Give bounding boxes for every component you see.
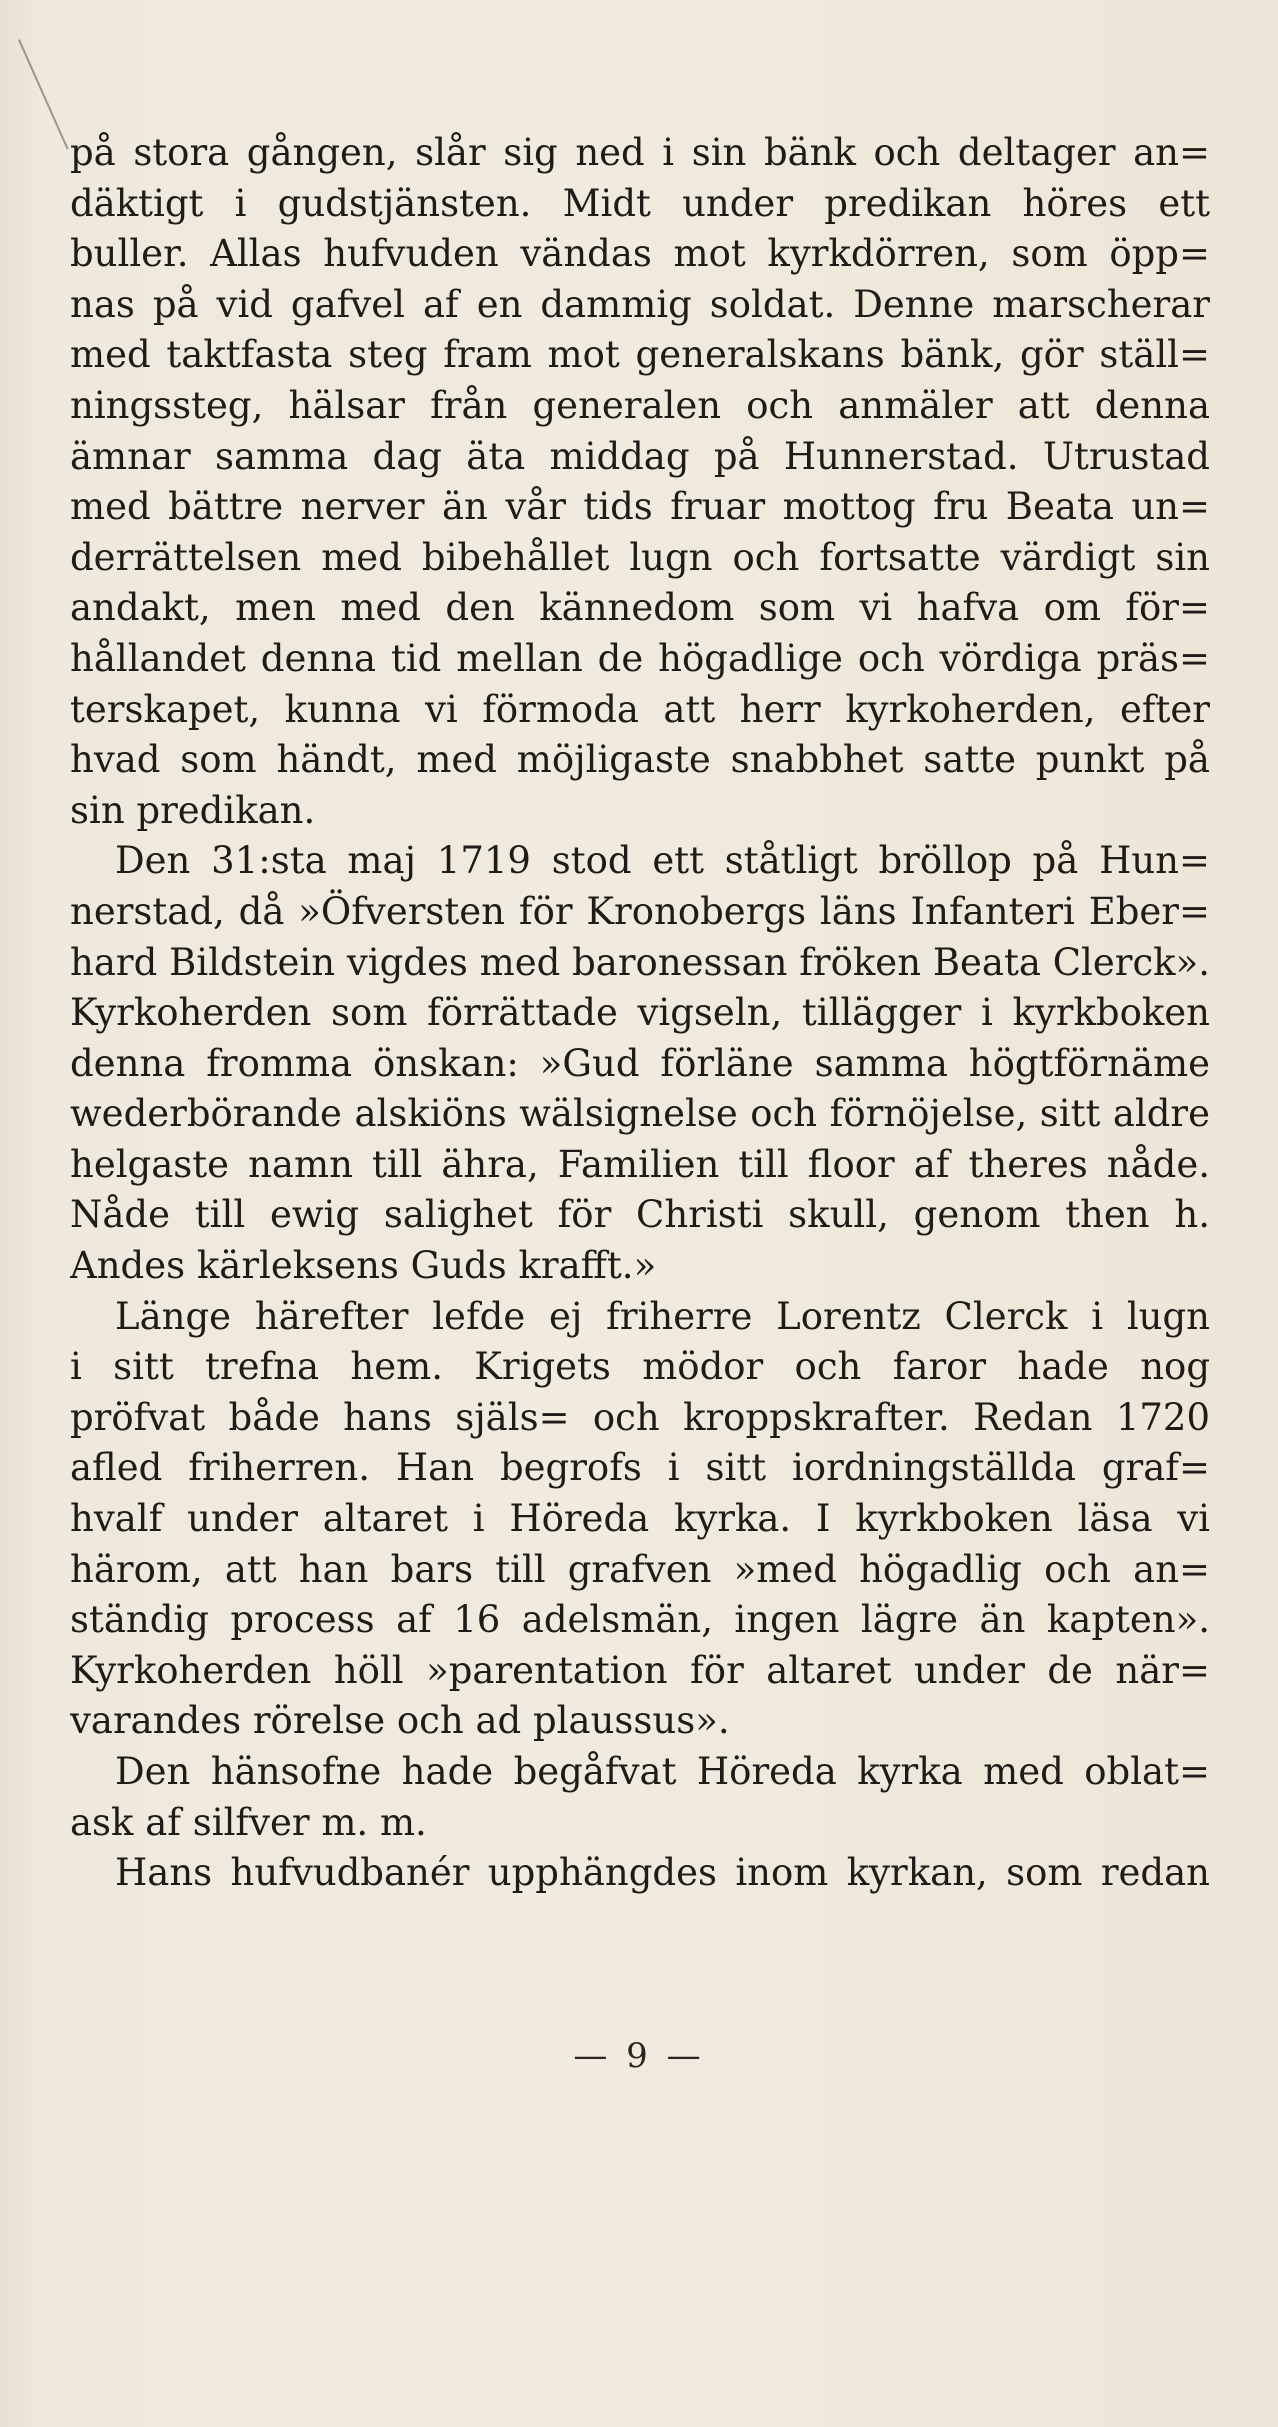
text-line: med bättre nerver än vår tids fruar mottog fru Beata un= xyxy=(70,485,1210,529)
text-line: härom, att han bars till grafven »med högadlig och an= xyxy=(70,1547,1210,1591)
text-line: varandes rörelse och ad plaussus». xyxy=(70,1699,730,1743)
text-line: Hans hufvudbanér upphängdes inom kyrkan, som redan xyxy=(115,1851,1210,1895)
text-line: hvad som händt, med möjligaste snabbhet satte punkt på xyxy=(70,738,1210,782)
text-line: ämnar samma dag äta middag på Hunnerstad. Utrustad xyxy=(70,434,1210,478)
text-line: ständig process af 16 adelsmän, ingen lägre än kapten». xyxy=(70,1598,1210,1642)
text-line: Länge härefter lefde ej friherre Lorentz Clerck i lugn xyxy=(115,1294,1210,1338)
text-line: hvalf under altaret i Höreda kyrka. I kyrkboken läsa vi xyxy=(70,1497,1210,1541)
text-line: däktigt i gudstjänsten. Midt under predikan höres ett xyxy=(70,181,1210,225)
text-line: Kyrkoherden som förrättade vigseln, tillägger i kyrkboken xyxy=(70,991,1210,1035)
text-line: Den 31:sta maj 1719 stod ett ståtligt bröllop på Hun= xyxy=(115,839,1210,883)
text-line: derrättelsen med bibehållet lugn och fortsatte värdigt sin xyxy=(70,535,1210,579)
text-line: med taktfasta steg fram mot generalskans bänk, gör ställ= xyxy=(70,333,1210,377)
text-line: buller. Allas hufvuden vändas mot kyrkdörren, som öpp= xyxy=(70,232,1210,276)
text-line: pröfvat både hans själs= och kroppskrafter. Redan 1720 xyxy=(70,1395,1210,1439)
text-line: andakt, men med den kännedom som vi hafva om för= xyxy=(70,586,1210,630)
text-line: nerstad, då »Öfversten för Kronobergs läns Infanteri Eber= xyxy=(70,889,1210,933)
text-line: wederbörande alskiöns wälsignelse och förnöjelse, sitt aldre xyxy=(70,1092,1210,1136)
text-line: nas på vid gafvel af en dammig soldat. Denne marscherar xyxy=(70,282,1210,326)
text-line: Den hänsofne hade begåfvat Höreda kyrka med oblat= xyxy=(115,1750,1210,1793)
text-line: denna fromma önskan: »Gud förläne samma högtförnäme xyxy=(70,1041,1210,1085)
text-line: helgaste namn till ähra, Familien till floor af theres nåde. xyxy=(70,1142,1210,1186)
page-crease xyxy=(18,39,69,149)
text-line: i sitt trefna hem. Krigets mödor och faror hade nog xyxy=(70,1345,1210,1389)
page-number: — 9 — xyxy=(573,2036,705,2076)
text-line: Kyrkoherden höll »parentation för altaret under de när= xyxy=(70,1648,1210,1692)
text-line: hållandet denna tid mellan de högadlige och vördiga präs= xyxy=(70,636,1210,680)
body-text xyxy=(70,128,1210,1899)
text-line: terskapet, kunna vi förmoda att herr kyrkoherden, efter xyxy=(70,687,1210,731)
text-line: på stora gången, slår sig ned i sin bänk och deltager an= xyxy=(70,131,1210,174)
text-line: Andes kärleksens Guds krafft.» xyxy=(70,1244,657,1288)
text-line: sin predikan. xyxy=(70,788,316,832)
text-line: hard Bildstein vigdes med baronessan fröken Beata Clerck». xyxy=(70,940,1210,984)
text-line: ask af silfver m. m. xyxy=(70,1800,427,1844)
text-line: ningssteg, hälsar från generalen och anmäler att denna xyxy=(70,383,1210,427)
text-line: afled friherren. Han begrofs i sitt iordningställda graf= xyxy=(70,1446,1210,1490)
text-line: Nåde till ewig salighet för Christi skull, genom then h. xyxy=(70,1193,1210,1237)
